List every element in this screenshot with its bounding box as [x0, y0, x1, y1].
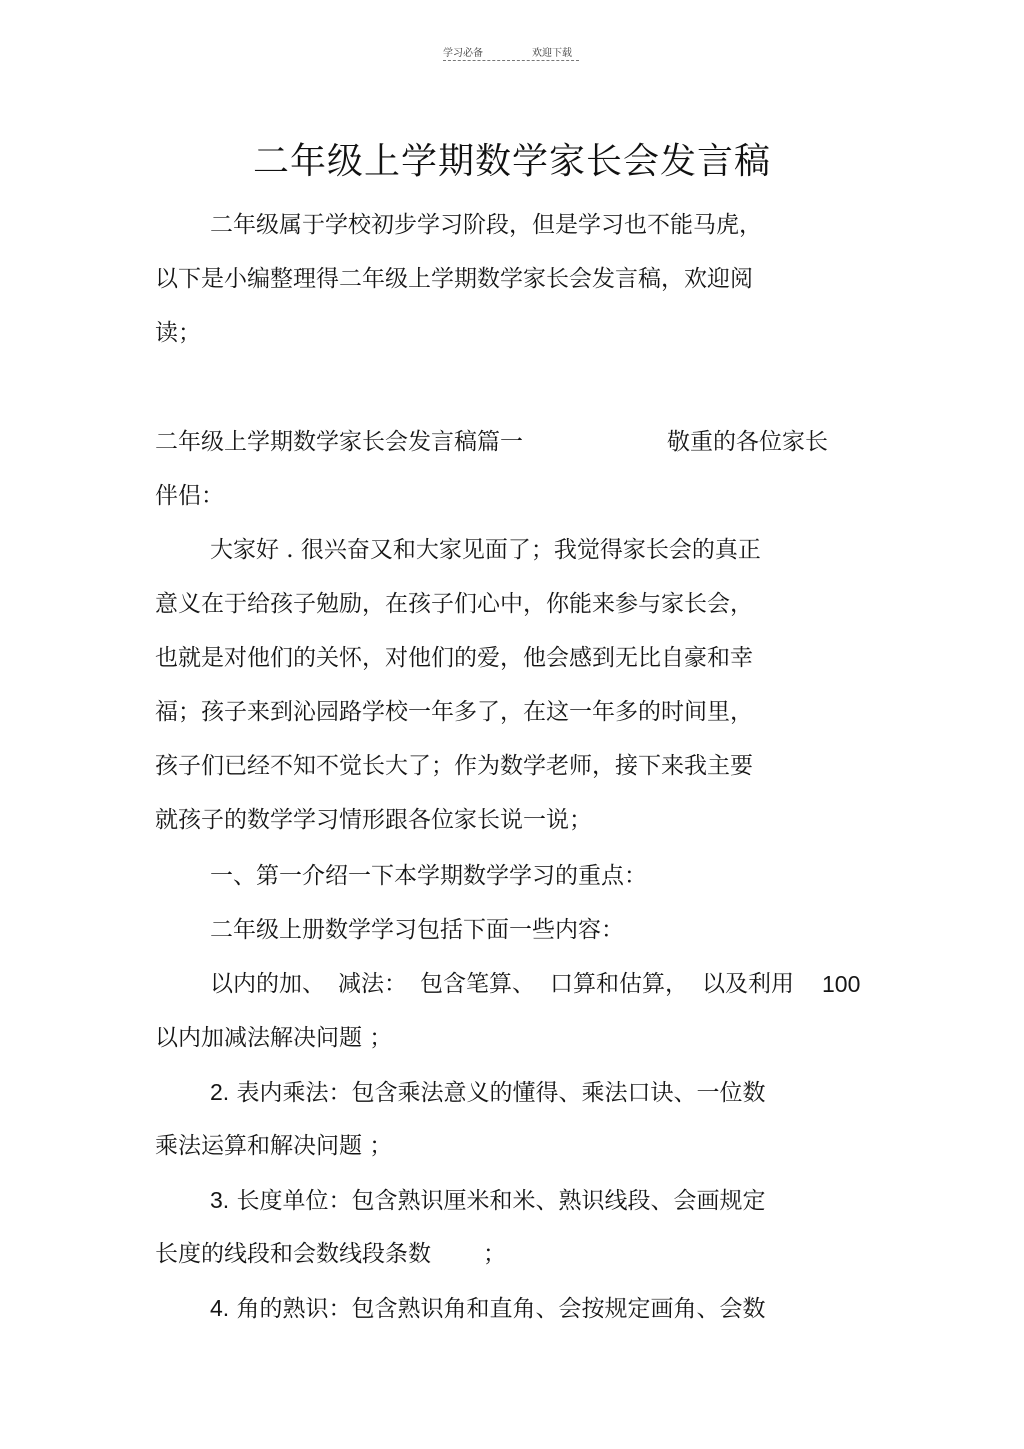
item-2-text: 表内乘法：包含乘法意义的懂得、乘法口诀、一位数 — [236, 1080, 766, 1106]
item-1-number — [822, 969, 860, 1000]
section-one-heading: 一、第一介绍一下本学期数学学习的重点： — [210, 863, 647, 889]
item-3-continuation-a: 长度的线段和会数线段条数 — [155, 1241, 431, 1267]
item-1-part-4: 口算和估算， — [550, 971, 688, 997]
item-1-part-1: 以内的加、 — [210, 971, 325, 997]
item-4-text: 角的熟识：包含熟识角和直角、会按规定画角、会数 — [236, 1296, 766, 1322]
content-intro-line: 二年级上册数学学习包括下面一些内容： — [210, 917, 624, 943]
page-header — [443, 44, 579, 62]
document-title: 二年级上学期数学家长会发言稿 — [252, 141, 771, 182]
salutation-part-1: 敬重的各位家长 — [667, 429, 828, 455]
item-4-line — [210, 1293, 766, 1324]
item-1-number-value: 100 — [822, 971, 861, 997]
item-1-continuation: 以内加减法解决问题 ； — [155, 1025, 393, 1051]
item-2-continuation: 乘法运算和解决问题 ； — [155, 1133, 393, 1159]
body-line-6: 就孩子的数学学习情形跟各位家长说一说； — [155, 807, 592, 833]
header-left-text: 学习必备 — [443, 48, 483, 59]
item-1-part-3: 包含笔算、 — [420, 971, 535, 997]
body-line-4: 福；孩子来到沁园路学校一年多了，在这一年多的时间里， — [155, 699, 753, 725]
item-1-part-2: 减法： — [338, 971, 407, 997]
item-1-part-5: 以及利用 — [702, 971, 794, 997]
item-3-text: 长度单位：包含熟识厘米和米、熟识线段、会画规定 — [236, 1188, 766, 1214]
intro-line-2: 以下是小编整理得二年级上学期数学家长会发言稿，欢迎阅 — [155, 266, 753, 292]
body-line-1: 大家好 . 很兴奋又和大家见面了；我觉得家长会的真正 — [210, 537, 761, 563]
item-4-number: 4. — [210, 1295, 230, 1321]
section-heading: 二年级上学期数学家长会发言稿篇一 — [155, 429, 523, 455]
header-divider — [443, 60, 579, 61]
intro-line-1: 二年级属于学校初步学习阶段，但是学习也不能马虎， — [210, 212, 762, 238]
item-3-continuation-b: ； — [483, 1241, 506, 1267]
body-line-3: 也就是对他们的关怀，对他们的爱，他会感到无比自豪和幸 — [155, 645, 753, 671]
body-line-2: 意义在于给孩子勉励，在孩子们心中，你能来参与家长会， — [155, 591, 753, 617]
salutation-part-2: 伴侣： — [155, 483, 224, 509]
item-2-number: 2. — [210, 1079, 230, 1105]
item-2-line — [210, 1077, 766, 1108]
intro-line-3: 读； — [155, 320, 201, 346]
header-right-text: 欢迎下载 — [532, 48, 572, 59]
item-3-number: 3. — [210, 1187, 230, 1213]
item-3-line — [210, 1185, 766, 1216]
body-line-5: 孩子们已经不知不觉长大了；作为数学老师，接下来我主要 — [155, 753, 753, 779]
